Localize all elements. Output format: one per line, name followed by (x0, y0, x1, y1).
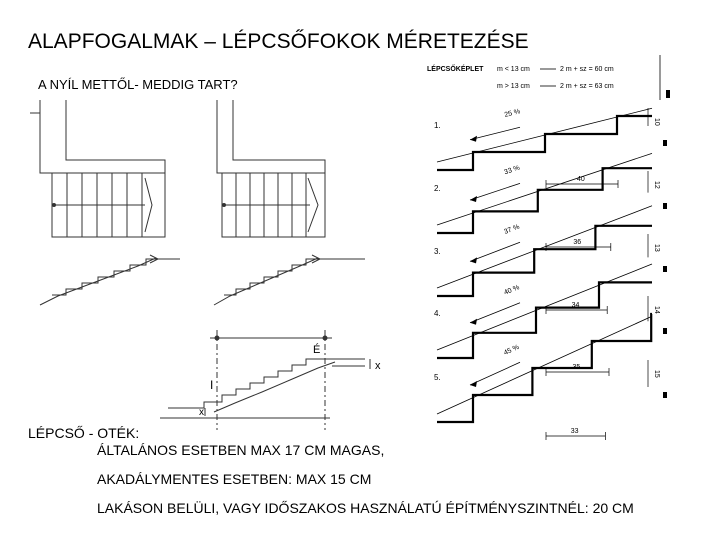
otek-line-3: LAKÁSON BELÜLI, VAGY IDŐSZAKOS HASZNÁLATÚ ÉPÍTMÉNYSZINTNÉL: 20 CM (97, 500, 634, 516)
question-text: A NYÍL METTŐL- MEDDIG TART? (38, 77, 238, 92)
riser-label: 15 (653, 370, 660, 378)
formula-cond-2: m > 13 cm (497, 83, 530, 90)
margin-mark (663, 328, 667, 334)
left-mark-label: I (210, 378, 214, 392)
stair-profile (437, 223, 652, 296)
margin-mark (663, 203, 667, 209)
slope-label: 40 % (503, 284, 521, 297)
riser-label: 10 (653, 118, 660, 126)
slope-arrowhead (470, 381, 477, 387)
stair-examples-group (434, 108, 667, 440)
slope-label: 37 % (503, 223, 521, 236)
x-right-label: x (375, 360, 381, 372)
otek-line-2: AKADÁLYMENTES ESETBEN: MAX 15 CM (97, 471, 372, 487)
formula-result-2: 2 m + sz = 63 cm (560, 83, 614, 90)
slope-arrow (470, 183, 520, 200)
slope-arrow (470, 242, 520, 261)
pitch-line (437, 108, 652, 162)
slope-arrowhead (470, 319, 477, 325)
pitch-line (437, 153, 652, 225)
example-number: 1. (434, 121, 441, 130)
formula-cond-1: m < 13 cm (497, 66, 530, 73)
tread-label: 33 (570, 428, 579, 435)
example-number: 5. (434, 373, 441, 382)
example-number: 3. (434, 247, 441, 256)
slope-label: 45 % (502, 343, 521, 357)
x-left-label: x (199, 407, 204, 418)
pitch-line (437, 316, 652, 414)
example-number: 2. (434, 184, 441, 193)
riser-label: 13 (653, 244, 660, 252)
slope-label: 25 % (503, 108, 521, 119)
otek-heading: LÉPCSŐ - OTÉK: (28, 425, 140, 441)
example-number: 4. (434, 309, 441, 318)
otek-line-1: ÁLTALÁNOS ESETBEN MAX 17 CM MAGAS, (97, 442, 385, 458)
stair-profile (437, 168, 652, 233)
formula-result-1: 2 m + sz = 60 cm (560, 66, 614, 73)
margin-mark (663, 266, 667, 272)
slope-arrow (470, 362, 520, 385)
slope-arrowhead (470, 136, 477, 142)
slope-arrow (470, 127, 520, 140)
margin-mark (663, 392, 667, 398)
slope-arrowhead (470, 196, 477, 202)
stair-profile (437, 282, 652, 358)
slope-arrowhead (470, 257, 477, 263)
riser-label: 12 (653, 181, 660, 189)
tread-label: 34 (571, 302, 580, 309)
slope-label: 33 % (503, 164, 521, 177)
tread-label: 35 (572, 364, 581, 371)
riser-label: 14 (653, 306, 660, 314)
stair-profile (437, 116, 652, 170)
stair-profile (437, 314, 652, 422)
tread-label: 36 (573, 239, 582, 246)
pitch-line (437, 206, 652, 288)
margin-mark (663, 140, 667, 146)
formula-label: LÉPCSŐKÉPLET (427, 66, 484, 73)
pitch-line (437, 264, 652, 350)
tread-label: 40 (577, 176, 585, 183)
slide-title: ALAPFOGALMAK – LÉPCSŐFOKOK MÉRETEZÉSE (28, 30, 529, 53)
top-mark-label: É (313, 344, 321, 356)
